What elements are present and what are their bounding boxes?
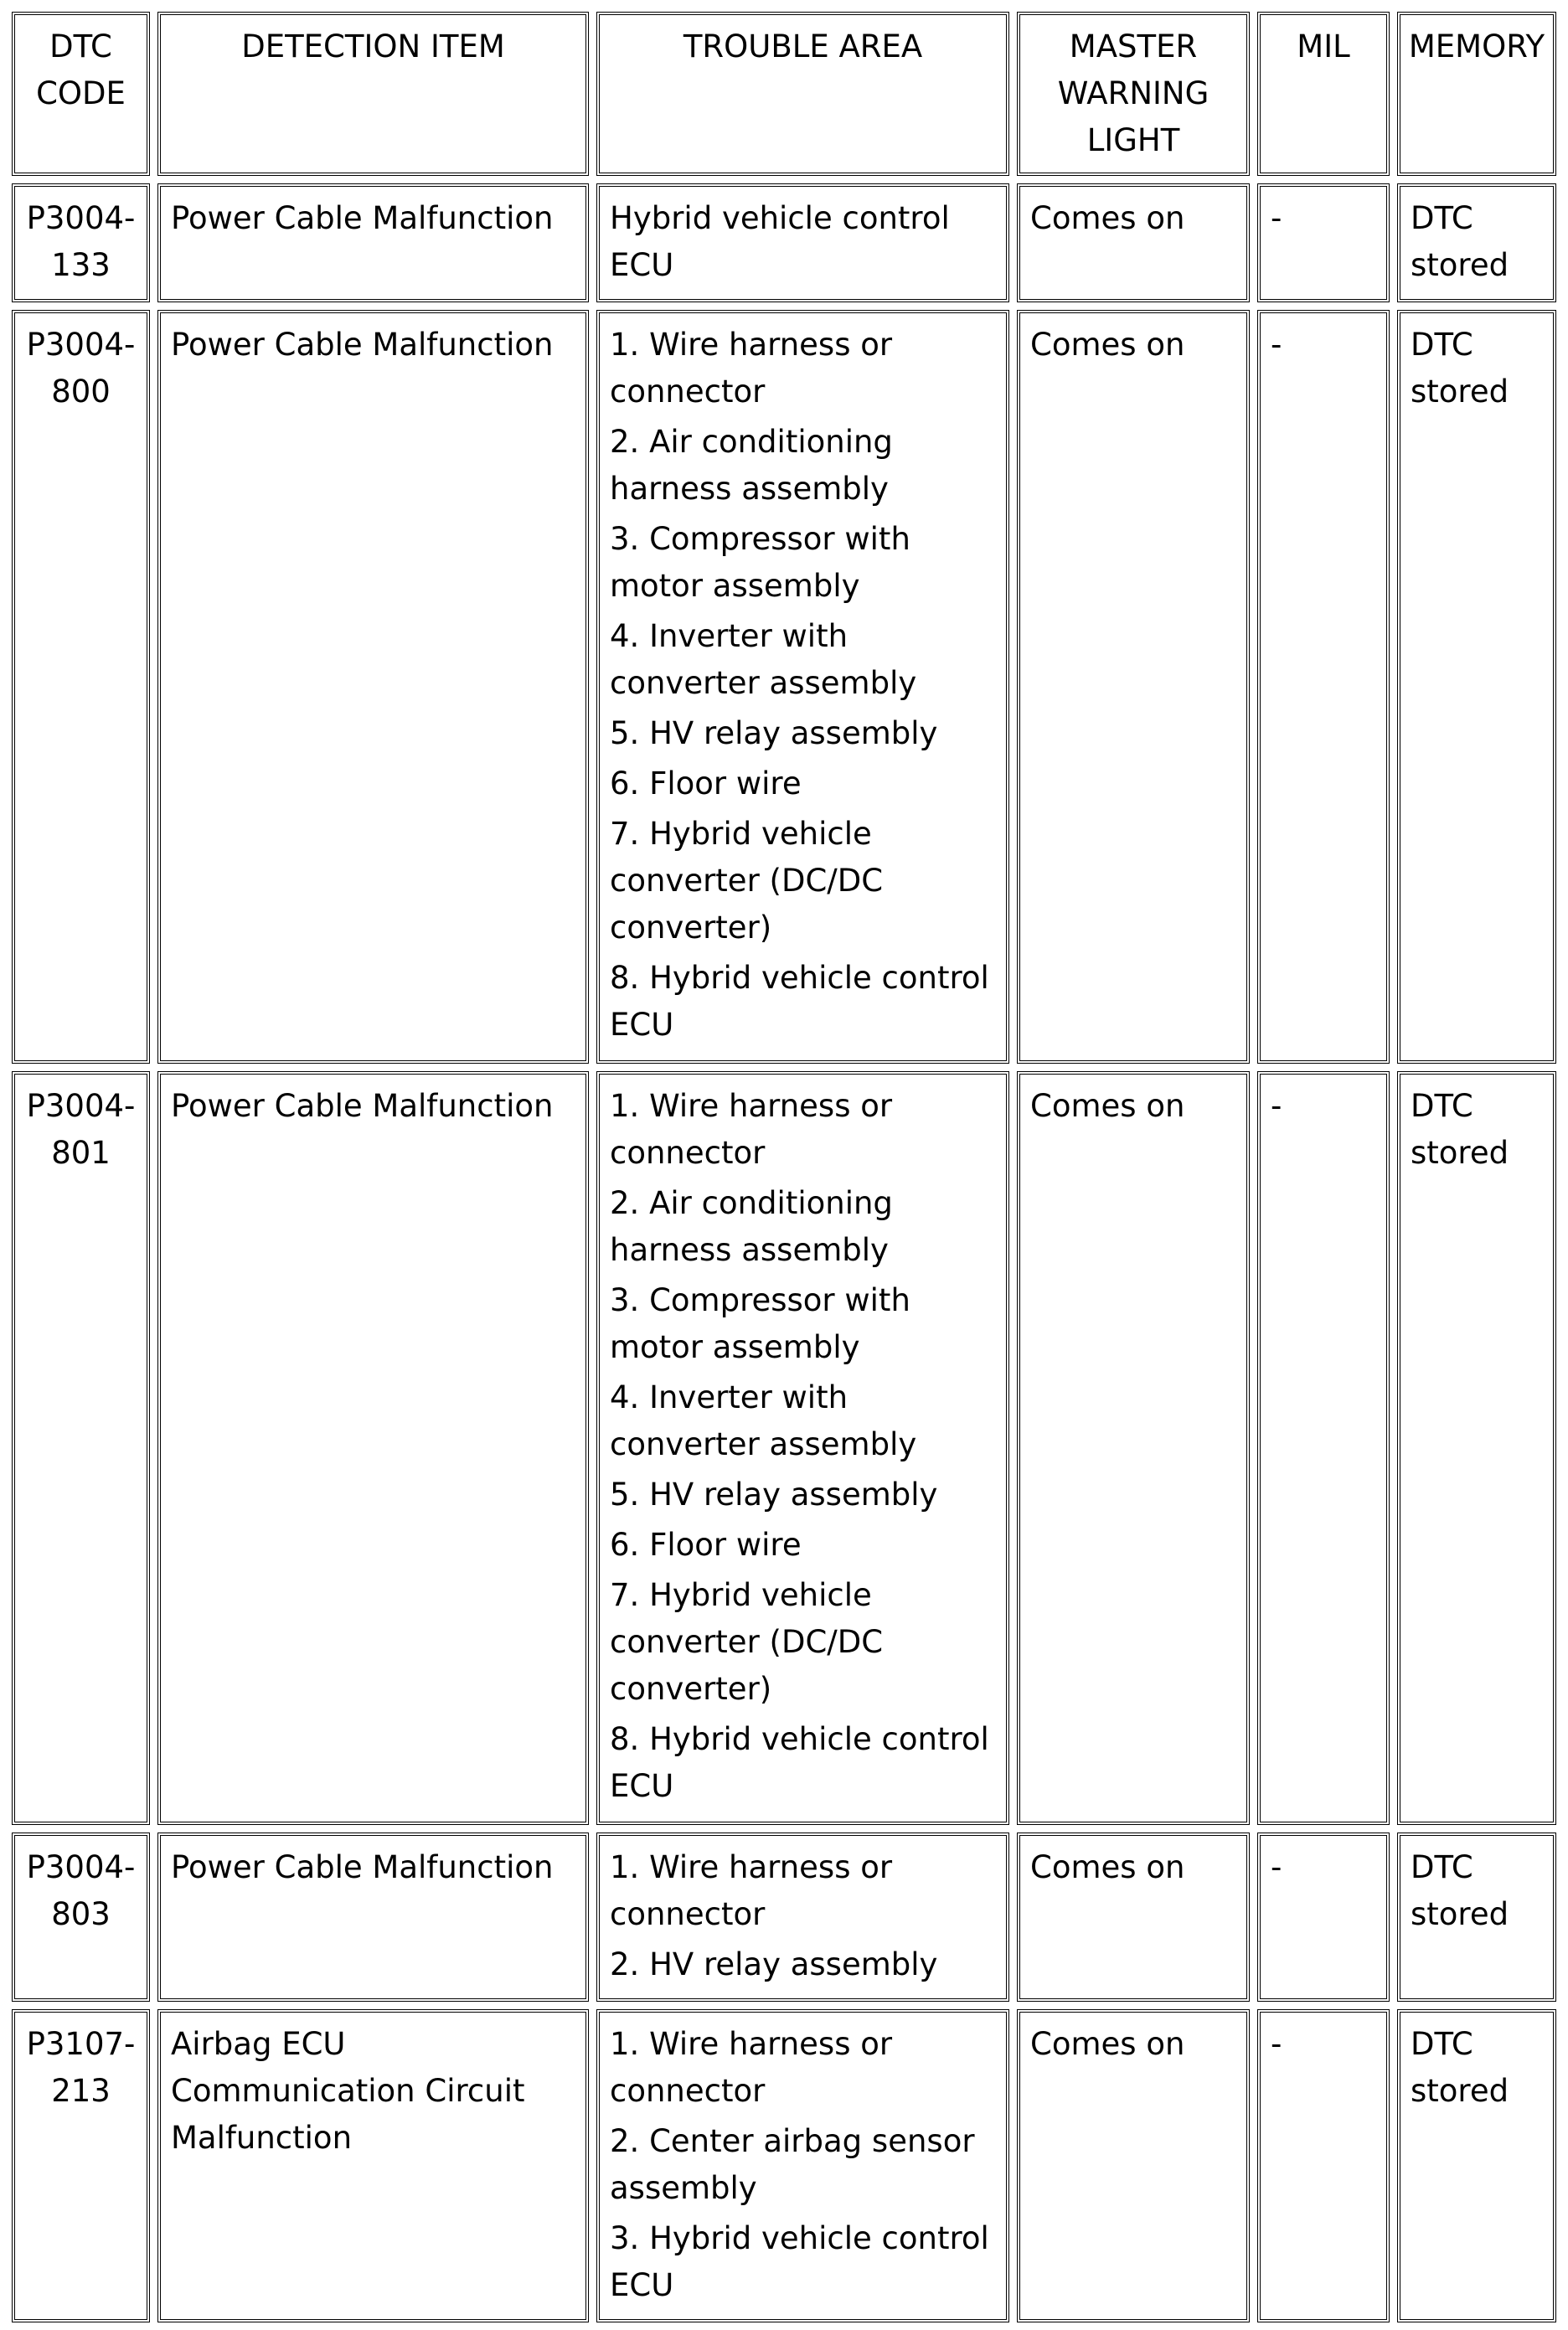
dtc-code-line: P3004- [26,1849,136,1885]
master-warning-light-text: Comes on [1030,200,1185,236]
master-warning-light-cell [1017,1071,1250,1825]
dtc-code-cell [12,2009,150,2322]
trouble-area-item: 6. Floor wire [610,1527,802,1563]
mil-text: - [1271,1849,1282,1885]
dtc-code-line: 133 [51,247,111,283]
trouble-area-item: 2. Air conditioning harness assembly [610,424,893,507]
mil-cell [1257,1071,1390,1825]
detection-item-cell [157,183,589,302]
table-header-row [12,12,1556,176]
detection-item-cell [157,310,589,1064]
mil-text: - [1271,327,1282,363]
trouble-area-cell [596,183,1009,302]
header-dtc-line-1: DTC [49,28,112,64]
trouble-area-item: 3. Compressor with motor assembly [610,1282,910,1365]
memory-line: stored [1411,247,1509,283]
master-warning-light-cell [1017,310,1250,1064]
dtc-code-line: P3004- [26,327,136,363]
header-memory-label: MEMORY [1408,28,1545,64]
dtc-code-line: 803 [51,1896,111,1932]
dtc-code-cell [12,1071,150,1825]
dtc-code-line: P3004- [26,1088,136,1124]
detection-item-cell [157,1833,589,2002]
memory-line: DTC [1411,2026,1473,2062]
mil-cell [1257,183,1390,302]
dtc-code-line: 801 [51,1135,111,1171]
mil-cell [1257,310,1390,1064]
dtc-code-line: P3004- [26,200,136,236]
header-master-line-1: MASTER [1069,28,1198,64]
mil-text: - [1271,200,1282,236]
table-row [12,183,1556,302]
master-warning-light-text: Comes on [1030,2026,1185,2062]
trouble-area-item: Hybrid vehicle control ECU [610,200,950,283]
master-warning-light-text: Comes on [1030,327,1185,363]
trouble-area-item: 1. Wire harness or connector [610,2026,893,2109]
trouble-area-item: 5. HV relay assembly [610,715,938,751]
trouble-area-item: 1. Wire harness or connector [610,327,893,410]
master-warning-light-cell [1017,1833,1250,2002]
detection-item-cell [157,1071,589,1825]
table-row [12,310,1556,1064]
header-dtc-line-2: CODE [36,75,126,111]
detection-item-text: Power Cable Malfunction [171,200,554,236]
memory-line: stored [1411,2073,1509,2109]
memory-cell [1397,183,1556,302]
trouble-area-item: 7. Hybrid vehicle converter (DC/DC converter) [610,1577,884,1707]
memory-cell [1397,1833,1556,2002]
header-master-line-3: LIGHT [1086,122,1180,158]
table-row [12,1833,1556,2002]
master-warning-light-cell [1017,2009,1250,2322]
trouble-area-item: 6. Floor wire [610,765,802,802]
detection-item-text: Airbag ECU Communication Circuit Malfunction [171,2026,525,2156]
trouble-area-item: 1. Wire harness or connector [610,1849,893,1932]
trouble-area-cell [596,2009,1009,2322]
trouble-area-item: 2. Air conditioning harness assembly [610,1185,893,1268]
memory-line: DTC [1411,200,1473,236]
trouble-area-item: 4. Inverter with converter assembly [610,618,917,701]
memory-cell [1397,310,1556,1064]
master-warning-light-text: Comes on [1030,1849,1185,1885]
trouble-area-item: 2. HV relay assembly [610,1946,938,1982]
mil-cell [1257,1833,1390,2002]
master-warning-light-text: Comes on [1030,1088,1185,1124]
trouble-area-cell [596,1833,1009,2002]
table-row [12,2009,1556,2322]
dtc-code-cell [12,1833,150,2002]
dtc-code-line: P3107- [26,2026,136,2062]
mil-text: - [1271,2026,1282,2062]
memory-line: stored [1411,1135,1509,1171]
trouble-area-item: 5. HV relay assembly [610,1477,938,1513]
header-detection-item [157,12,589,176]
mil-cell [1257,2009,1390,2322]
memory-cell [1397,2009,1556,2322]
header-mil-label: MIL [1297,28,1350,64]
dtc-code-line: 800 [51,374,111,410]
header-detection-label: DETECTION ITEM [241,28,505,64]
dtc-table [4,4,1564,2330]
header-memory [1397,12,1556,176]
memory-line: DTC [1411,327,1473,363]
dtc-code-cell [12,183,150,302]
trouble-area-cell [596,1071,1009,1825]
dtc-code-line: 213 [51,2073,111,2109]
mil-text: - [1271,1088,1282,1124]
trouble-area-item: 3. Compressor with motor assembly [610,521,910,604]
trouble-area-item: 7. Hybrid vehicle converter (DC/DC converter) [610,816,884,946]
detection-item-text: Power Cable Malfunction [171,1088,554,1124]
trouble-area-item: 4. Inverter with converter assembly [610,1379,917,1462]
dtc-code-cell [12,310,150,1064]
trouble-area-cell [596,310,1009,1064]
master-warning-light-cell [1017,183,1250,302]
detection-item-cell [157,2009,589,2322]
memory-line: DTC [1411,1088,1473,1124]
detection-item-text: Power Cable Malfunction [171,327,554,363]
memory-cell [1397,1071,1556,1825]
trouble-area-item: 8. Hybrid vehicle control ECU [610,1721,989,1804]
trouble-area-item: 3. Hybrid vehicle control ECU [610,2220,989,2303]
header-master-line-2: WARNING [1057,75,1210,111]
header-trouble-label: TROUBLE AREA [683,28,923,64]
header-mil [1257,12,1390,176]
table-row [12,1071,1556,1825]
trouble-area-item: 2. Center airbag sensor assembly [610,2123,975,2206]
trouble-area-item: 1. Wire harness or connector [610,1088,893,1171]
header-trouble-area [596,12,1009,176]
header-master-warning-light [1017,12,1250,176]
header-dtc-code [12,12,150,176]
memory-line: stored [1411,1896,1509,1932]
memory-line: stored [1411,374,1509,410]
trouble-area-item: 8. Hybrid vehicle control ECU [610,960,989,1043]
detection-item-text: Power Cable Malfunction [171,1849,554,1885]
memory-line: DTC [1411,1849,1473,1885]
